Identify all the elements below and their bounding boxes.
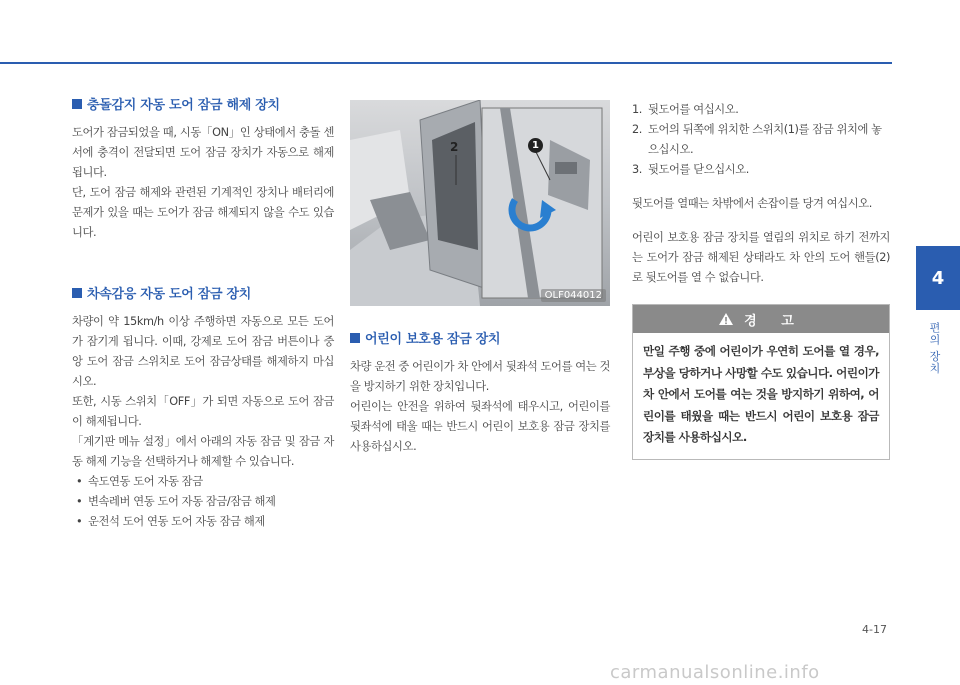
chapter-label: 편의 장치 [928, 322, 941, 375]
step-number: 2. [632, 123, 642, 136]
paragraph: 차량이 약 15km/h 이상 주행하면 자동으로 모든 도어가 잠기게 됩니다. 이때, 강제로 도어 잠금 버튼이나 중앙 도어 잠금 스위치로 도어 잠금상태를 해제하지 마십시오. [72, 315, 334, 388]
section-heading-speed-lock [72, 283, 334, 302]
paragraph: 또한, 시동 스위치「OFF」가 되면 자동으로 도어 잠금이 해제됩니다. [72, 395, 334, 428]
warning-title: 경 고 [744, 313, 804, 329]
step-item [632, 120, 890, 160]
paragraph: 어린이는 안전을 위하여 뒷좌석에 태우시고, 어린이를 뒷좌석에 태울 때는 반드시 어린이 보호용 잠금 장치를 사용하십시오. [350, 400, 610, 453]
page-number: 4-17 [862, 623, 887, 636]
section-heading-text: 차속감응 자동 도어 잠금 장치 [87, 287, 251, 302]
step-text: 뒷도어를 여십시오. [648, 103, 739, 116]
list-item: • 속도연동 도어 자동 잠금 [74, 472, 334, 492]
paragraph: 단, 도어 잠금 해제와 관련된 기계적인 장치나 배터리에 문제가 있을 때는 도어가 잠금 해제되지 않을 수도 있습니다. [72, 186, 334, 239]
car-door-illustration [350, 100, 610, 306]
list-item: • 변속레버 연동 도어 자동 잠금/잠금 해제 [74, 492, 334, 512]
bullet-list [72, 472, 334, 532]
square-bullet-icon [72, 99, 82, 109]
paragraph: 도어가 잠금되었을 때, 시동「ON」인 상태에서 충돌 센서에 충격이 전달되면 도어 잠금 장치가 자동으로 해제됩니다. [72, 126, 334, 179]
warning-body: 만일 주행 중에 어린이가 우연히 도어를 열 경우, 부상을 당하거나 사망할 수도 있습니다. 어린이가 차 안에서 도어를 여는 것을 방지하기 위하여, 어린이를 태웠을 때는 반드시 어린이 보호용 잠금 장치를 사용하십시오. [643, 344, 879, 444]
watermark: carmanualsonline.info [610, 662, 820, 683]
step-number: 1. [632, 103, 642, 116]
paragraph: 뒷도어를 열때는 차밖에서 손잡이를 당겨 여십시오. [632, 197, 872, 210]
warning-box [632, 304, 890, 460]
figure-code: OLF044012 [541, 289, 606, 302]
paragraph: 차량 운전 중 어린이가 차 안에서 뒷좌석 도어를 여는 것을 방지하기 위한 장치입니다. [350, 360, 611, 393]
step-text: 도어의 뒤쪽에 위치한 스위치(1)를 잠금 위치에 놓으십시오. [648, 123, 882, 156]
chapter-tab[interactable]: 4 [916, 246, 960, 310]
right-column [632, 100, 890, 460]
section-heading-child-lock [350, 328, 610, 347]
middle-column [350, 100, 610, 457]
top-rule [0, 62, 892, 64]
list-item: • 운전석 도어 연동 도어 자동 잠금 해제 [74, 512, 334, 532]
section-heading-text: 어린이 보호용 잠금 장치 [365, 332, 501, 347]
square-bullet-icon [72, 288, 82, 298]
step-item [632, 100, 890, 120]
warning-header [633, 305, 889, 333]
section-heading-text: 충돌감지 자동 도어 잠금 해제 장치 [87, 98, 280, 113]
warning-triangle-icon [718, 312, 734, 326]
step-item [632, 160, 890, 180]
square-bullet-icon [350, 333, 360, 343]
left-column [72, 94, 334, 532]
step-text: 뒷도어를 닫으십시오. [648, 163, 749, 176]
callout-2: 2 [450, 140, 459, 154]
step-number: 3. [632, 163, 642, 176]
door-child-lock-figure [350, 100, 610, 306]
paragraph: 「계기판 메뉴 설정」에서 아래의 자동 잠금 및 잠금 자동 해제 기능을 선택하거나 해제할 수 있습니다. [72, 435, 334, 468]
paragraph: 어린이 보호용 잠금 장치를 열림의 위치로 하기 전까지는 도어가 잠금 해제된 상태라도 차 안의 도어 핸들(2)로 뒷도어를 열 수 없습니다. [632, 231, 890, 284]
steps-list [632, 100, 890, 180]
section-heading-crash-unlock [72, 94, 334, 113]
callout-1: 1 [528, 138, 543, 153]
